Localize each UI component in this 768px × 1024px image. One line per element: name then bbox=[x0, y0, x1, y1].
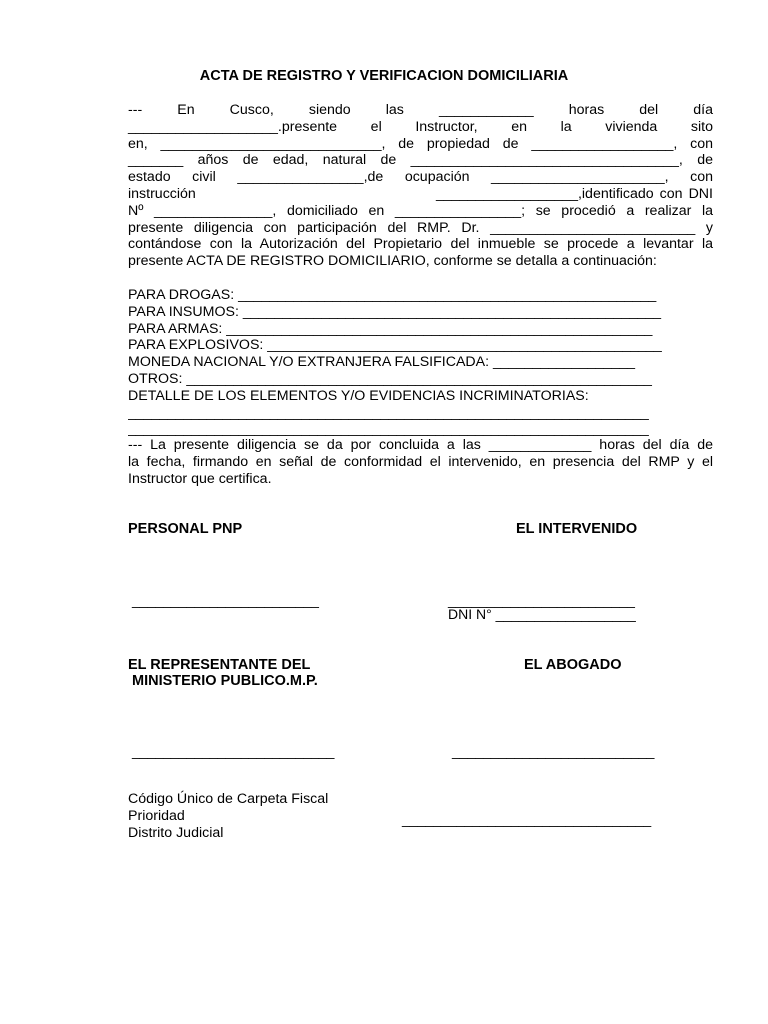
intro-line: presente ACTA DE REGISTRO DOMICILIARIO, conforme se detalla a continuación: bbox=[128, 253, 657, 270]
closing-paragraph bbox=[128, 437, 713, 487]
intro-line: _______ años de edad, natural de __________________________________, de bbox=[128, 152, 713, 169]
closing-line: Instructor que certifica. bbox=[128, 470, 272, 487]
intro-line: instrucción __________________,identificado con DNI bbox=[128, 185, 713, 202]
intro-paragraph bbox=[128, 102, 713, 270]
intervenido-signature-line: ________________________ bbox=[448, 592, 635, 608]
case-code-label: Código Único de Carpeta Fiscal bbox=[128, 791, 329, 807]
list-item: OTROS: ___________________________________________________________ bbox=[128, 370, 652, 387]
list-item: MONEDA NACIONAL Y/O EXTRANJERA FALSIFICADA: __________________ bbox=[128, 354, 636, 371]
list-item: PARA EXPLOSIVOS: __________________________________________________ bbox=[128, 337, 662, 354]
intro-line: contándose con la Autorización del Propietario del inmueble se procede a levantar la bbox=[128, 236, 713, 253]
ministerio-heading: MINISTERIO PUBLICO.M.P. bbox=[132, 673, 318, 689]
intro-line: ___________________.presente el Instructor, en la vivienda sito bbox=[128, 118, 713, 135]
dni-field: DNI N° __________________ bbox=[448, 606, 636, 622]
intro-line: Nº _______________, domiciliado en ________________; se procedió a realizar la bbox=[128, 202, 713, 219]
representante-signature-line: __________________________ bbox=[132, 743, 335, 759]
intro-line: estado civil ________________,de ocupación ______________________, con bbox=[128, 169, 713, 186]
priority-label: Prioridad bbox=[128, 807, 185, 824]
pnp-signature-line: ________________________ bbox=[132, 592, 319, 608]
abogado-heading: EL ABOGADO bbox=[524, 657, 622, 673]
evidence-list bbox=[128, 287, 713, 438]
personal-pnp-heading: PERSONAL PNP bbox=[128, 521, 243, 537]
district-label: Distrito Judicial bbox=[128, 824, 224, 841]
case-info-block bbox=[128, 791, 328, 841]
intro-line: presente diligencia con participación del RMP. Dr. __________________________ y bbox=[128, 219, 713, 236]
list-item: __________________________________________________________________ bbox=[128, 404, 649, 421]
list-item: __________________________________________________________________ bbox=[128, 421, 649, 438]
list-item: PARA INSUMOS: _____________________________________________________ bbox=[128, 303, 662, 320]
closing-line: --- La presente diligencia se da por concluida a las _____________ horas del día de bbox=[128, 437, 713, 453]
intro-line: en, ____________________________, de propiedad de __________________, con bbox=[128, 135, 713, 152]
bottom-signature-line: ________________________________ bbox=[402, 811, 652, 827]
closing-line: la fecha, firmando en señal de conformidad el intervenido, en presencia del RMP y el bbox=[128, 453, 713, 470]
list-item: PARA ARMAS: ______________________________________________________ bbox=[128, 320, 653, 337]
abogado-signature-line: __________________________ bbox=[452, 743, 655, 759]
intervenido-heading: EL INTERVENIDO bbox=[516, 521, 638, 537]
list-item: PARA DROGAS: _____________________________________________________ bbox=[128, 287, 657, 303]
document-title: ACTA DE REGISTRO Y VERIFICACION DOMICILIARIA bbox=[199, 68, 569, 84]
representante-heading: EL REPRESENTANTE DEL bbox=[128, 657, 311, 673]
list-item: DETALLE DE LOS ELEMENTOS Y/O EVIDENCIAS INCRIMINATORIAS: bbox=[128, 387, 589, 404]
intro-line: --- En Cusco, siendo las ____________ horas del día bbox=[128, 102, 713, 118]
